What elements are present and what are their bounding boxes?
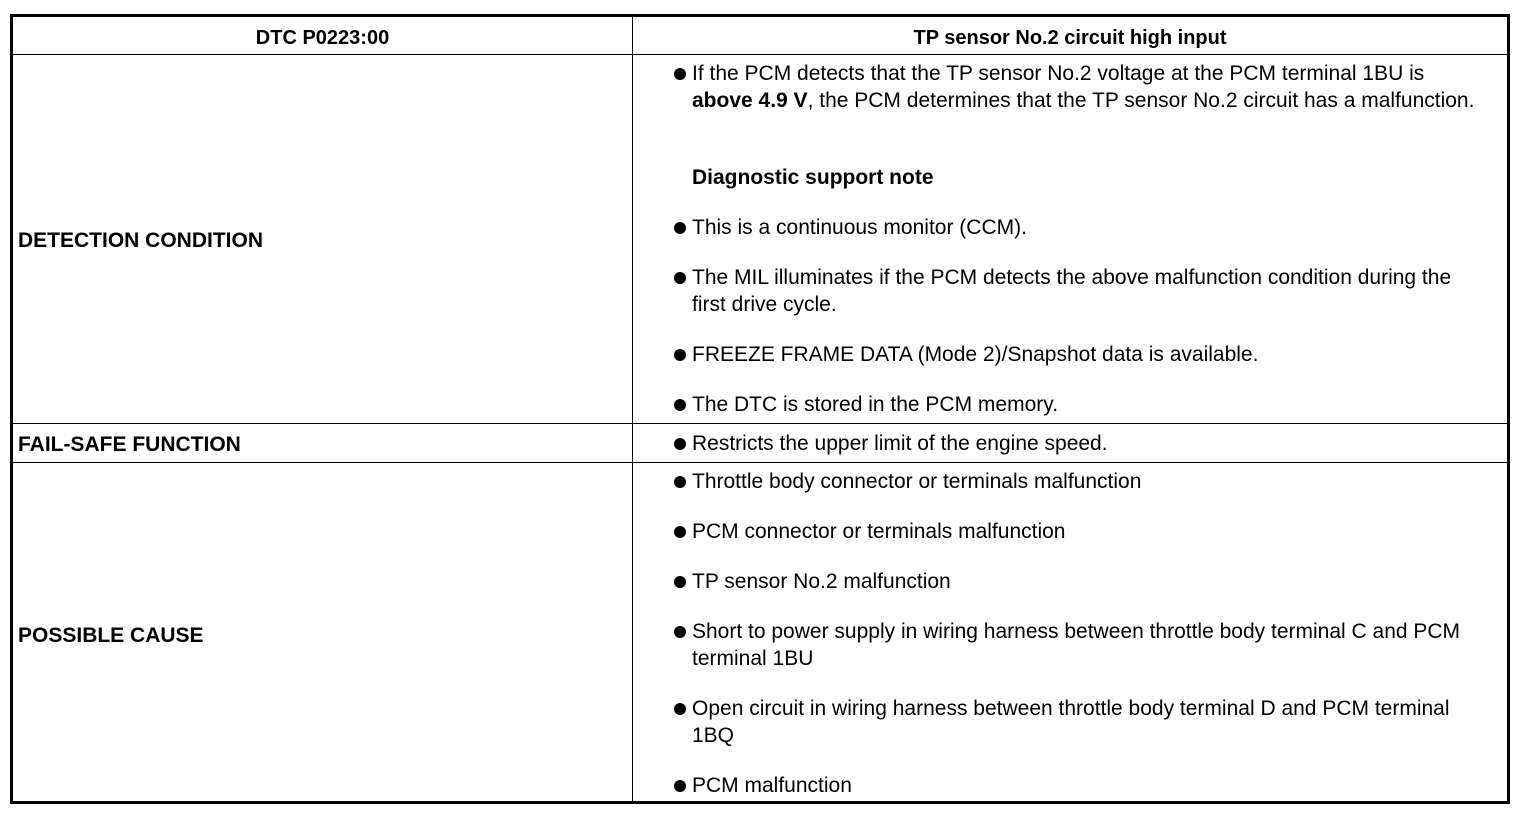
header-dtc-code: DTC P0223:00 bbox=[255, 27, 390, 49]
detection-note-item: FREEZE FRAME DATA (Mode 2)/Snapshot data is available. bbox=[692, 343, 1259, 366]
bullet-icon bbox=[674, 526, 686, 538]
bullet-icon bbox=[674, 476, 686, 488]
diagnostic-support-note-title: Diagnostic support note bbox=[692, 166, 934, 189]
bullet-icon bbox=[674, 68, 686, 80]
detection-threshold: above 4.9 V bbox=[692, 89, 808, 112]
possible-cause-item: Short to power supply in wiring harness between throttle body terminal C and PCM terminal 1BU bbox=[692, 620, 1461, 670]
bullet-icon bbox=[674, 576, 686, 588]
detection-note-item: This is a continuous monitor (CCM). bbox=[692, 216, 1027, 239]
bullet-icon bbox=[674, 626, 686, 638]
detection-note-item: The DTC is stored in the PCM memory. bbox=[692, 393, 1059, 416]
bullet-icon bbox=[674, 780, 686, 792]
header-dtc-description: TP sensor No.2 circuit high input bbox=[913, 27, 1227, 49]
label-detection-condition: DETECTION CONDITION bbox=[18, 229, 263, 252]
possible-cause-item: Throttle body connector or terminals malfunction bbox=[692, 470, 1142, 493]
possible-cause-item: Open circuit in wiring harness between throttle body terminal D and PCM terminal 1BQ bbox=[692, 697, 1450, 747]
possible-cause-item: TP sensor No.2 malfunction bbox=[692, 570, 951, 593]
fail-safe-item: Restricts the upper limit of the engine speed. bbox=[692, 432, 1108, 455]
row-divider-failsafe bbox=[13, 462, 1507, 463]
detection-item: If the PCM detects that the TP sensor No.2 voltage at the PCM terminal 1BU is above 4.9 V, the PCM determines that the TP sensor No.2 circuit has a malfunction. bbox=[692, 62, 1475, 112]
detection-note-item: The MIL illuminates if the PCM detects the above malfunction condition during the first drive cycle. bbox=[692, 266, 1452, 316]
bullet-icon bbox=[674, 438, 686, 450]
row-divider-detection bbox=[13, 423, 1507, 424]
bullet-icon bbox=[674, 349, 686, 361]
bullet-icon bbox=[674, 703, 686, 715]
possible-cause-item: PCM malfunction bbox=[692, 774, 852, 797]
bullet-icon bbox=[674, 272, 686, 284]
column-divider bbox=[632, 17, 633, 801]
bullet-icon bbox=[674, 399, 686, 411]
possible-cause-item: PCM connector or terminals malfunction bbox=[692, 520, 1066, 543]
label-fail-safe-function: FAIL-SAFE FUNCTION bbox=[18, 433, 241, 456]
label-possible-cause: POSSIBLE CAUSE bbox=[18, 624, 204, 647]
bullet-icon bbox=[674, 222, 686, 234]
